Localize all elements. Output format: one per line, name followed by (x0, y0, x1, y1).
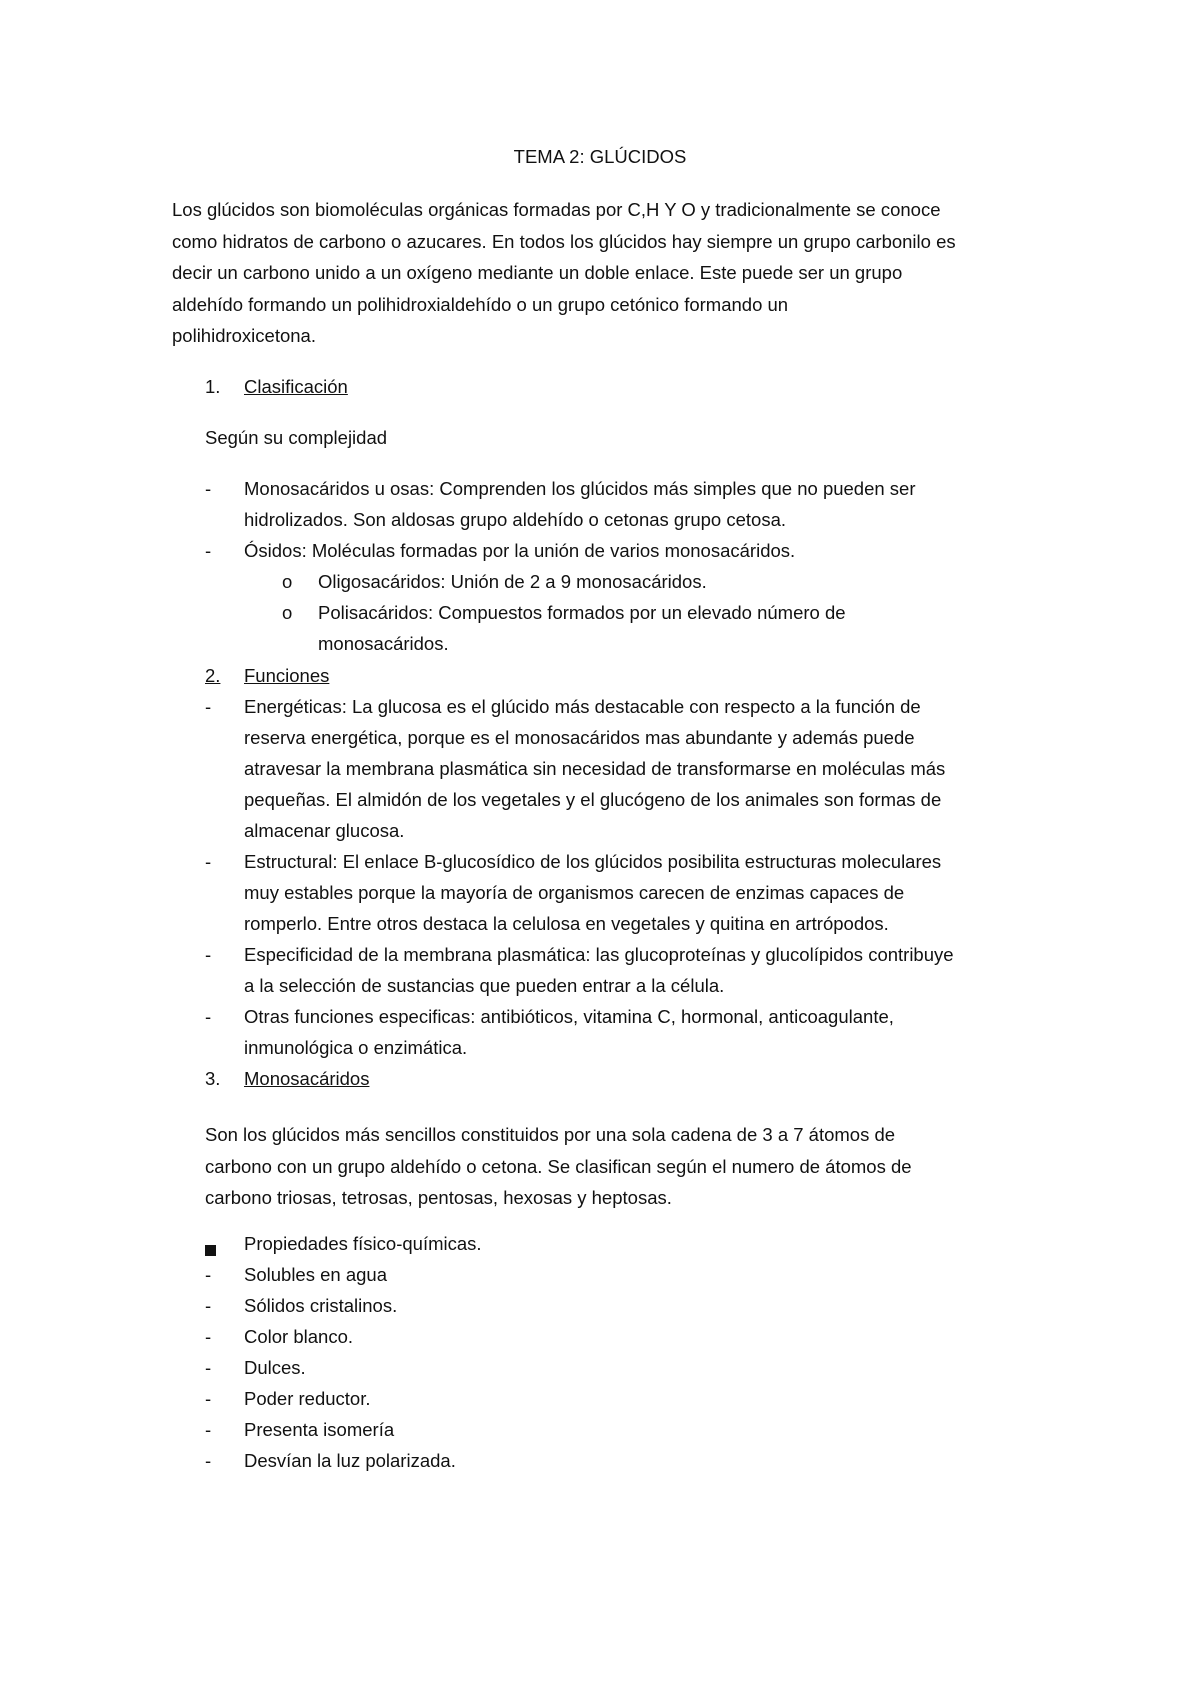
list-item-line: reserva energética, porque es el monosacáridos mas abundante y además puede (244, 727, 915, 748)
list-item-line: Monosacáridos u osas: Comprenden los glúcidos más simples que no pueden ser (244, 478, 916, 499)
list-item-line: inmunológica o enzimática. (244, 1037, 468, 1058)
list-item-text: Desvían la luz polarizada. (244, 1450, 456, 1471)
bullet-dash: - (205, 851, 212, 872)
list-item-line: romperlo. Entre otros destaca la celulosa en vegetales y quitina en artrópodos. (244, 913, 889, 934)
section-number: 1. (205, 376, 221, 397)
list-item-text: Sólidos cristalinos. (244, 1295, 398, 1316)
bullet-dash: - (205, 1419, 212, 1440)
bullet-dash: - (205, 1388, 212, 1409)
bullet-dash: - (205, 944, 212, 965)
section-title: Monosacáridos (244, 1068, 370, 1089)
intro-paragraph (172, 194, 1052, 352)
intro-line: aldehído formando un polihidroxialdehído o un grupo cetónico formando un (172, 293, 789, 315)
list-item-line: Especificidad de la membrana plasmática: las glucoproteínas y glucolípidos contribuye (244, 944, 954, 965)
paragraph-line: carbono con un grupo aldehído o cetona. Se clasifican según el numero de átomos de (205, 1155, 912, 1177)
bullet-dash: - (205, 1450, 212, 1471)
intro-line: polihidroxicetona. (172, 325, 316, 346)
bullet-dash: - (205, 478, 212, 499)
list-item-line: Ósidos: Moléculas formadas por la unión de varios monosacáridos. (244, 540, 796, 561)
section-title: Funciones (244, 665, 330, 686)
list-item-line: muy estables porque la mayoría de organismos carecen de enzimas capaces de (244, 882, 905, 903)
bullet-dash: - (205, 1357, 212, 1378)
paragraph-line: Son los glúcidos más sencillos constituidos por una sola cadena de 3 a 7 átomos de (205, 1124, 896, 1145)
list-item-text: Poder reductor. (244, 1388, 371, 1409)
intro-line: Los glúcidos son biomoléculas orgánicas formadas por C,H Y O y tradicionalmente se conoce (172, 199, 941, 220)
section-3-paragraph (205, 1119, 1085, 1214)
list-item-line: a la selección de sustancias que pueden entrar a la célula. (244, 975, 725, 996)
sub-list-item-line: Oligosacáridos: Unión de 2 a 9 monosacáridos. (318, 571, 707, 592)
list-item-text: Dulces. (244, 1357, 306, 1378)
bullet-dash: - (205, 1006, 212, 1027)
bullet-dash: - (205, 540, 212, 561)
square-bullet-icon (205, 1239, 216, 1261)
section-number: 2. (205, 665, 221, 686)
list-item-line: atravesar la membrana plasmática sin necesidad de transformarse en moléculas más (244, 758, 946, 779)
paragraph-line: carbono triosas, tetrosas, pentosas, hexosas y heptosas. (205, 1187, 672, 1208)
intro-line: decir un carbono unido a un oxígeno mediante un doble enlace. Este puede ser un grupo (172, 262, 903, 283)
section-number: 3. (205, 1068, 221, 1089)
list-item-line: pequeñas. El almidón de los vegetales y el glucógeno de los animales son formas de (244, 789, 942, 810)
bullet-dash: - (205, 1295, 212, 1316)
intro-line: como hidratos de carbono o azucares. En todos los glúcidos hay siempre un grupo carbonilo es (172, 230, 956, 252)
section-1-subheading: Según su complejidad (205, 427, 388, 448)
bullet-dash: - (205, 696, 212, 717)
properties-title: Propiedades físico-químicas. (244, 1233, 482, 1254)
bullet-dash: - (205, 1326, 212, 1347)
sub-list-item-line: monosacáridos. (318, 633, 449, 654)
list-item-text: Solubles en agua (244, 1264, 387, 1285)
list-item-text: Presenta isomería (244, 1419, 395, 1440)
bullet-circle: o (282, 602, 293, 623)
page-title: TEMA 2: GLÚCIDOS (513, 146, 687, 167)
bullet-circle: o (282, 571, 293, 592)
list-item-line: Energéticas: La glucosa es el glúcido más destacable con respecto a la función de (244, 696, 921, 717)
list-item-line: Otras funciones especificas: antibióticos, vitamina C, hormonal, anticoagulante, (244, 1006, 894, 1027)
sub-list-item-line: Polisacáridos: Compuestos formados por un elevado número de (318, 602, 846, 623)
list-item-line: Estructural: El enlace B-glucosídico de los glúcidos posibilita estructuras moleculares (244, 851, 942, 872)
list-item-text: Color blanco. (244, 1326, 354, 1347)
list-item-line: almacenar glucosa. (244, 820, 405, 841)
list-item-line: hidrolizados. Son aldosas grupo aldehído o cetonas grupo cetosa. (244, 509, 787, 530)
section-title: Clasificación (244, 376, 348, 397)
bullet-dash: - (205, 1264, 212, 1285)
